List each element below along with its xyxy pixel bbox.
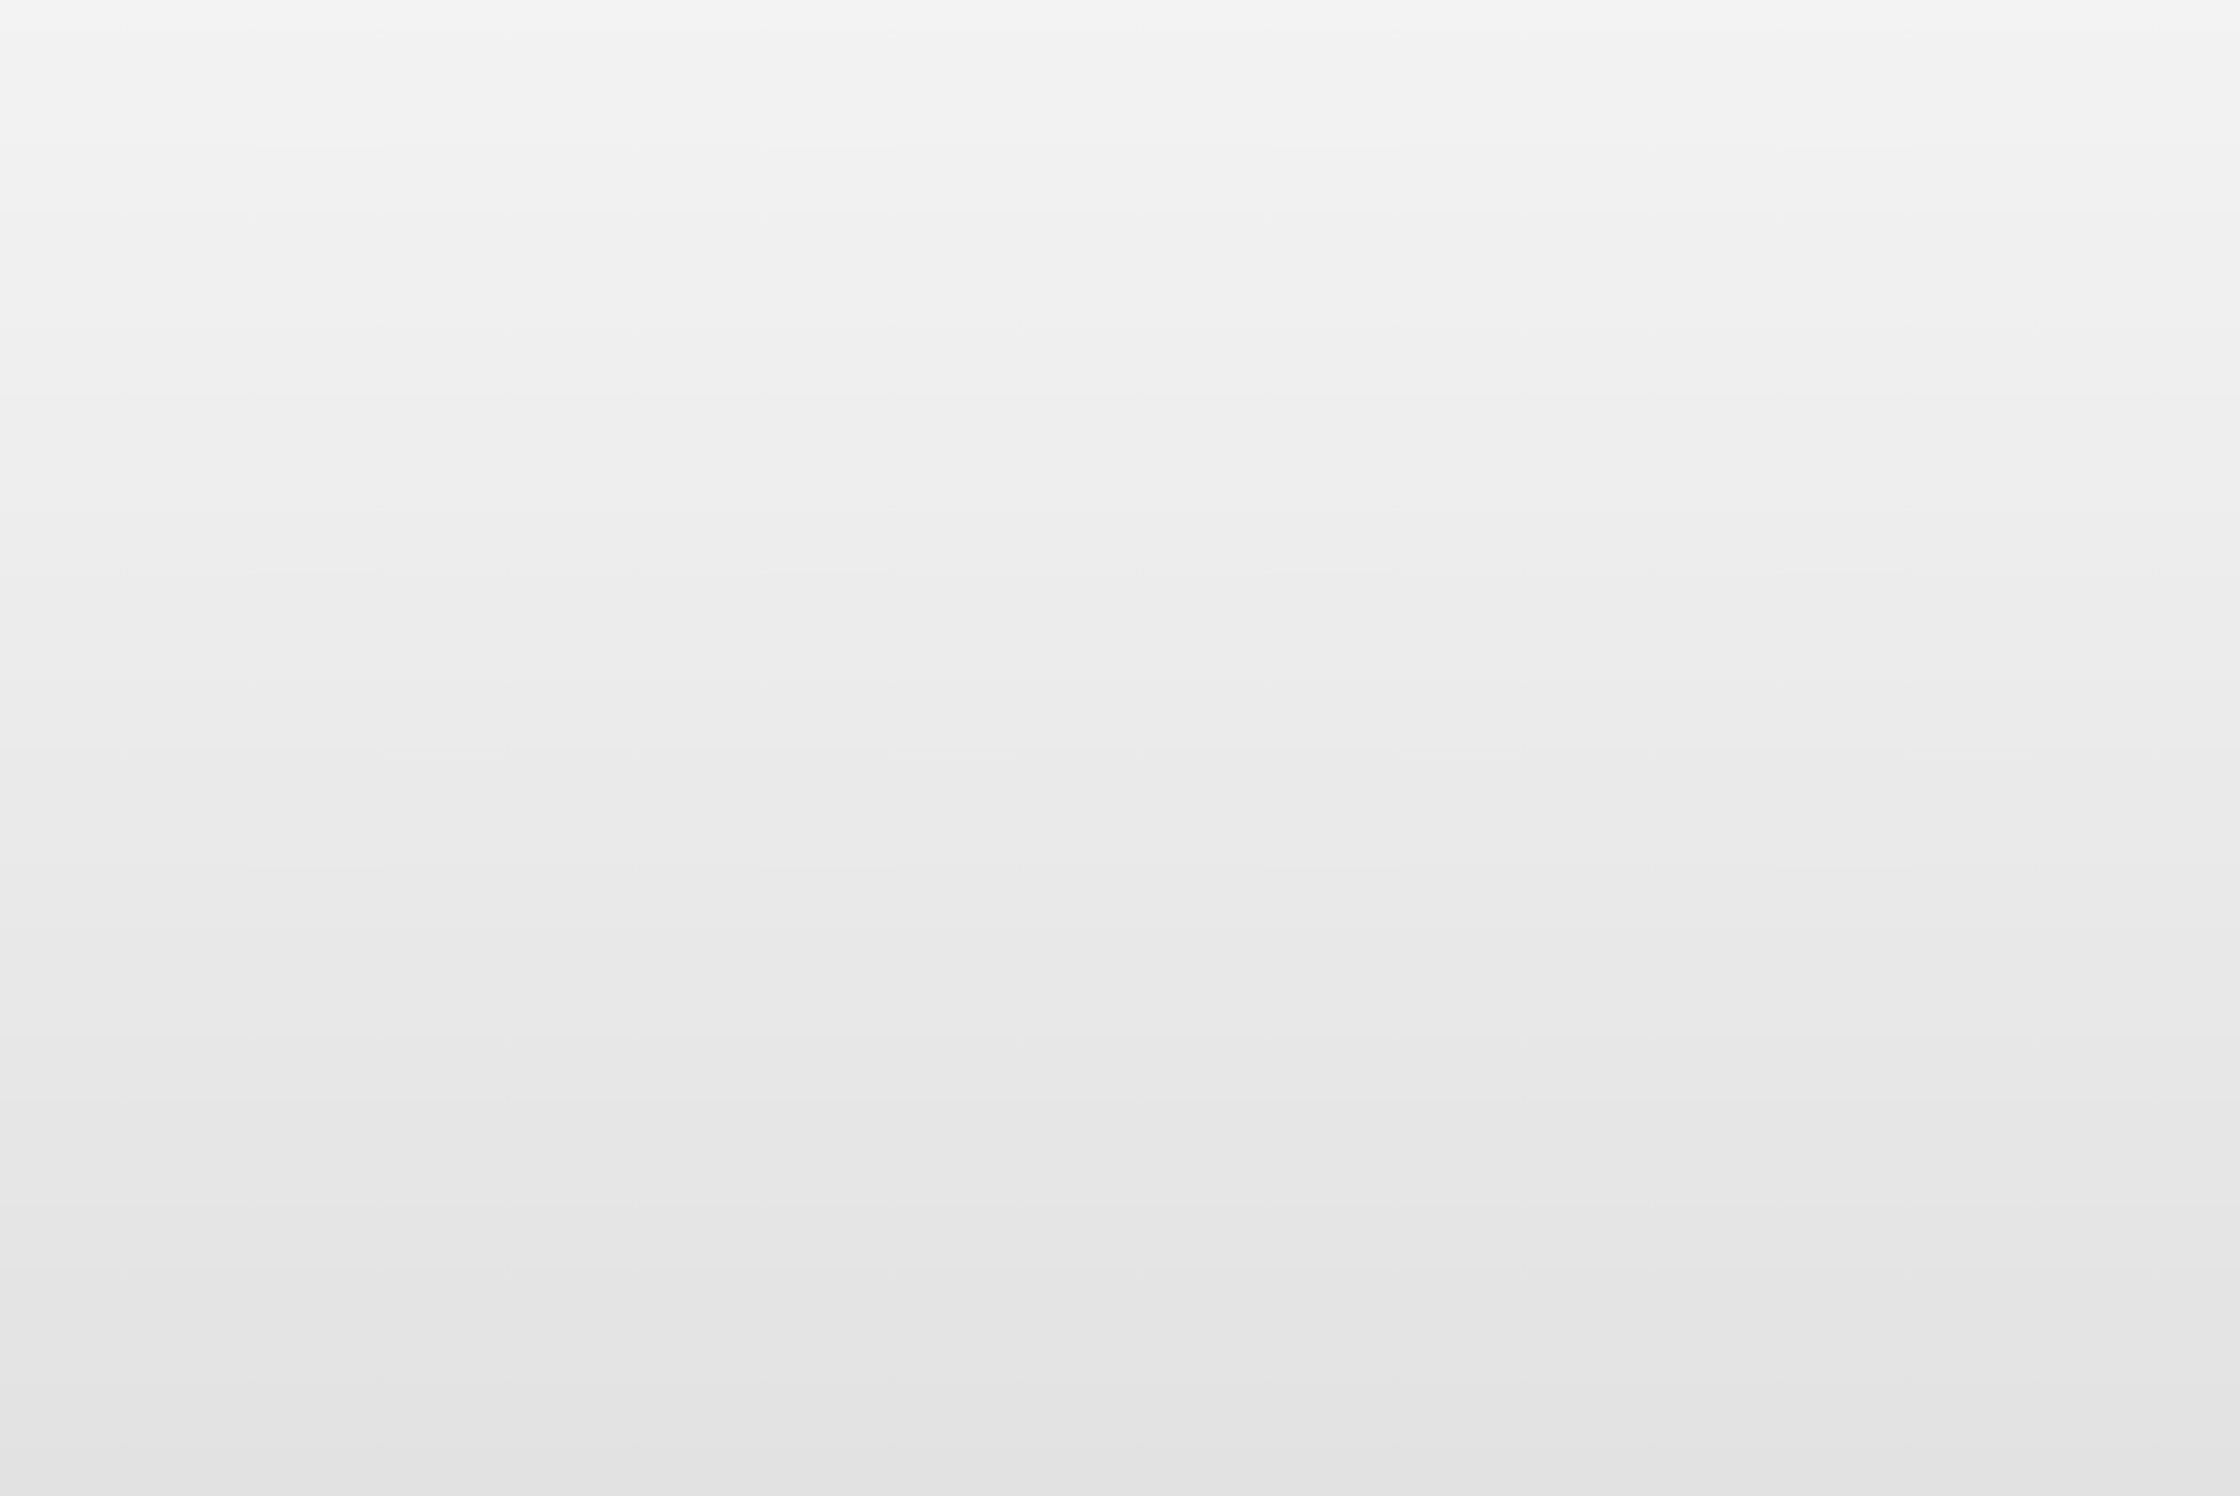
vapor-header	[1182, 182, 1226, 322]
